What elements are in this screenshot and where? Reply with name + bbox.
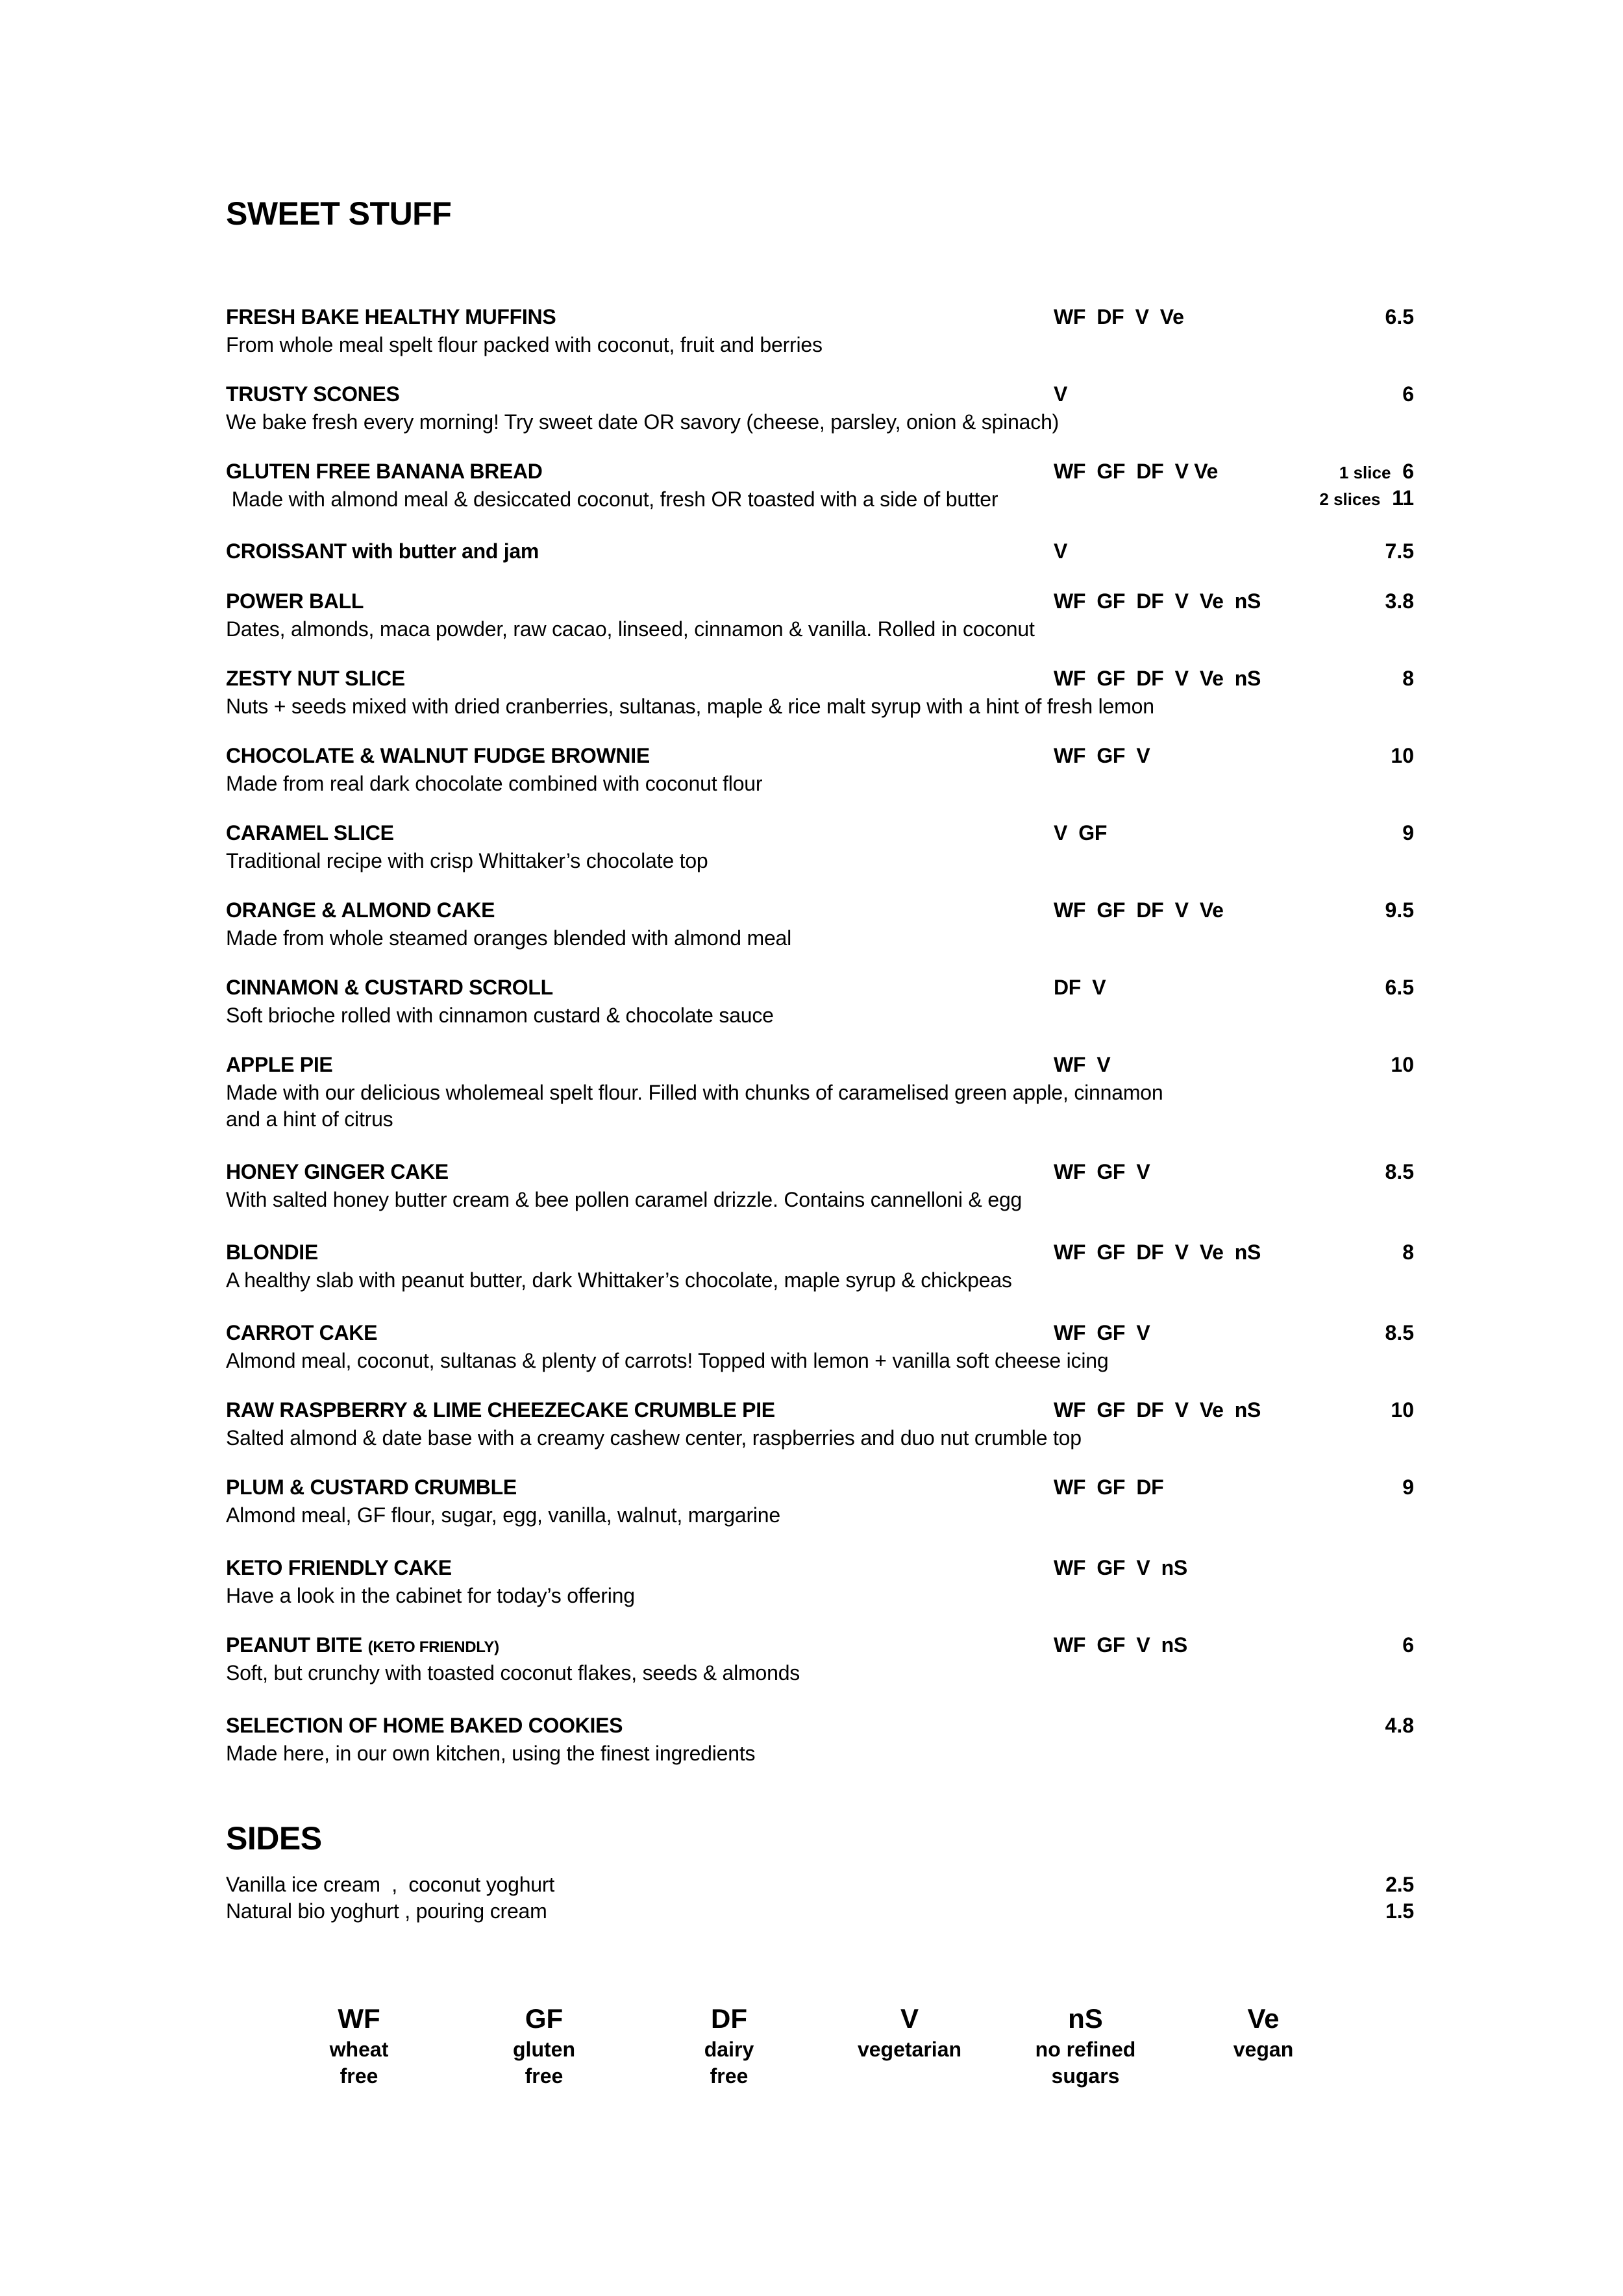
legend-line: wheat	[329, 2038, 389, 2061]
legend-meaning	[1008, 2036, 1163, 2090]
dietary-tags: WF V	[1054, 1053, 1111, 1076]
portion-price: 11	[1392, 486, 1414, 510]
item-description: With salted honey butter cream & bee pollen caramel drizzle. Contains cannelloni & egg	[226, 1188, 1022, 1211]
item-name: PLUM & CUSTARD CRUMBLE	[226, 1475, 517, 1499]
item-price: 8.5	[1385, 1321, 1414, 1344]
item-name: CARAMEL SLICE	[226, 821, 394, 845]
legend-line: free	[710, 2064, 749, 2088]
legend-no-refined-sugars	[1008, 2003, 1163, 2090]
menu-item-zesty-nut-slice	[226, 667, 1414, 738]
item-description: Have a look in the cabinet for today’s offering	[226, 1584, 635, 1607]
legend-line: no refined	[1035, 2038, 1136, 2061]
menu-item-power-ball	[226, 589, 1414, 661]
dietary-tags: V	[1054, 539, 1068, 563]
menu-item-peanut-bite	[226, 1633, 1414, 1705]
item-price: 10	[1391, 1398, 1414, 1422]
dietary-tags: WF GF DF V Ve nS	[1054, 1398, 1261, 1422]
dietary-tags: DF V	[1054, 976, 1106, 999]
legend-meaning	[466, 2036, 622, 2090]
legend-code: V	[900, 2003, 919, 2034]
dietary-tags: WF GF V	[1054, 1321, 1150, 1344]
sides-heading: SIDES	[226, 1820, 322, 1857]
item-price: 10	[1391, 744, 1414, 767]
item-description: Made with almond meal & desiccated coconut, fresh OR toasted with a side of butter	[226, 488, 998, 511]
side-price: 1.5	[1385, 1899, 1414, 1923]
item-description: Made from whole steamed oranges blended with almond meal	[226, 926, 792, 950]
menu-item-brownie	[226, 744, 1414, 815]
legend-gluten-free	[466, 2003, 622, 2090]
dietary-tags: WF DF V Ve	[1054, 305, 1184, 328]
dietary-tags: WF GF DF	[1054, 1475, 1164, 1499]
item-price: 3.8	[1385, 589, 1414, 613]
item-price: 9	[1402, 1475, 1414, 1499]
item-price: 4.8	[1385, 1714, 1414, 1737]
menu-item-banana-bread	[226, 460, 1414, 531]
legend-code: GF	[525, 2003, 564, 2034]
item-price: 6	[1402, 1633, 1414, 1657]
item-price: 9	[1402, 821, 1414, 845]
item-description: Traditional recipe with crisp Whittaker’s chocolate top	[226, 849, 708, 872]
menu-item-scones	[226, 382, 1414, 454]
dietary-tags: WF GF DF V Ve	[1054, 898, 1224, 922]
item-name: FRESH BAKE HEALTHY MUFFINS	[226, 305, 556, 328]
item-name	[226, 1633, 499, 1657]
item-price	[1339, 460, 1414, 484]
item-name-text: PEANUT BITE	[226, 1633, 363, 1657]
dietary-tags: WF GF V nS	[1054, 1556, 1187, 1579]
dietary-tags: V	[1054, 382, 1068, 406]
legend-meaning	[281, 2036, 437, 2090]
dietary-tags: WF GF V	[1054, 1160, 1150, 1183]
item-price: 10	[1391, 1053, 1414, 1076]
menu-item-orange-almond-cake	[226, 898, 1414, 970]
item-name: APPLE PIE	[226, 1053, 333, 1076]
legend-code: nS	[1068, 2003, 1103, 2034]
item-description: Nuts + seeds mixed with dried cranberries, sultanas, maple & rice malt syrup with a hint of fresh lemon	[226, 695, 1154, 718]
item-description: Almond meal, GF flour, sugar, egg, vanilla, walnut, margarine	[226, 1503, 781, 1527]
side-label: Vanilla ice cream , coconut yoghurt	[226, 1873, 555, 1896]
legend-line: dairy	[704, 2038, 754, 2061]
item-name: BLONDIE	[226, 1241, 318, 1264]
legend-wheat-free	[281, 2003, 437, 2090]
side-label: Natural bio yoghurt , pouring cream	[226, 1899, 547, 1923]
legend-line: free	[340, 2064, 378, 2088]
menu-item-cookies	[226, 1714, 1414, 1785]
item-description: Dates, almonds, maca powder, raw cacao, linseed, cinnamon & vanilla. Rolled in coconut	[226, 617, 1035, 641]
item-description: Made from real dark chocolate combined with coconut flour	[226, 772, 763, 795]
side-item	[226, 1873, 1414, 1899]
item-price: 6.5	[1385, 976, 1414, 999]
dietary-tags: WF GF DF V Ve nS	[1054, 667, 1261, 690]
legend-meaning	[1185, 2036, 1341, 2063]
dietary-tags: WF GF V nS	[1054, 1633, 1187, 1657]
item-name-note: (KETO FRIENDLY)	[367, 1638, 499, 1656]
side-item	[226, 1899, 1414, 1926]
item-price: 6	[1402, 382, 1414, 406]
item-price-alt	[1319, 486, 1414, 510]
portion-size: 1 slice	[1339, 463, 1391, 482]
menu-item-honey-ginger-cake	[226, 1160, 1414, 1231]
item-name: ORANGE & ALMOND CAKE	[226, 898, 495, 922]
item-name: CINNAMON & CUSTARD SCROLL	[226, 976, 553, 999]
legend-code: Ve	[1247, 2003, 1280, 2034]
dietary-tags: V GF	[1054, 821, 1108, 845]
legend-dairy-free	[651, 2003, 807, 2090]
item-name: HONEY GINGER CAKE	[226, 1160, 449, 1183]
item-name: RAW RASPBERRY & LIME CHEEZECAKE CRUMBLE PIE	[226, 1398, 775, 1422]
item-price: 8.5	[1385, 1160, 1414, 1183]
menu-item-cinnamon-scroll	[226, 976, 1414, 1047]
item-name: POWER BALL	[226, 589, 364, 613]
item-description: A healthy slab with peanut butter, dark Whittaker’s chocolate, maple syrup & chickpeas	[226, 1268, 1012, 1292]
item-description: Soft brioche rolled with cinnamon custard & chocolate sauce	[226, 1004, 774, 1027]
item-name: TRUSTY SCONES	[226, 382, 400, 406]
dietary-tags: WF GF DF V Ve nS	[1054, 589, 1261, 613]
item-description: Almond meal, coconut, sultanas & plenty of carrots! Topped with lemon + vanilla soft cheese icing	[226, 1349, 1109, 1372]
legend-line: gluten	[513, 2038, 575, 2061]
legend-vegetarian	[832, 2003, 987, 2063]
dietary-tags: WF GF V	[1054, 744, 1150, 767]
item-name: KETO FRIENDLY CAKE	[226, 1556, 452, 1579]
legend-code: DF	[711, 2003, 747, 2034]
menu-item-muffins	[226, 305, 1414, 376]
item-name: CARROT CAKE	[226, 1321, 378, 1344]
item-description: Salted almond & date base with a creamy cashew center, raspberries and duo nut crumble top	[226, 1426, 1082, 1450]
portion-size: 2 slices	[1319, 489, 1381, 509]
side-price: 2.5	[1385, 1873, 1414, 1896]
menu-item-carrot-cake	[226, 1321, 1414, 1392]
item-price: 7.5	[1385, 539, 1414, 563]
legend-line: free	[525, 2064, 564, 2088]
item-description: Made here, in our own kitchen, using the finest ingredients	[226, 1742, 756, 1765]
menu-item-apple-pie	[226, 1053, 1414, 1150]
menu-item-raspberry-lime-pie	[226, 1398, 1414, 1470]
menu-item-keto-cake	[226, 1556, 1414, 1627]
item-price: 8	[1402, 667, 1414, 690]
legend-line: vegan	[1233, 2038, 1294, 2061]
item-description: From whole meal spelt flour packed with coconut, fruit and berries	[226, 333, 823, 356]
item-name: CHOCOLATE & WALNUT FUDGE BROWNIE	[226, 744, 650, 767]
portion-price: 6	[1402, 460, 1414, 483]
sweet-stuff-heading: SWEET STUFF	[226, 195, 452, 232]
legend-code: WF	[338, 2003, 380, 2034]
legend-vegan	[1185, 2003, 1341, 2063]
item-name: ZESTY NUT SLICE	[226, 667, 405, 690]
item-name: SELECTION OF HOME BAKED COOKIES	[226, 1714, 623, 1737]
menu-item-caramel-slice	[226, 821, 1414, 893]
item-description: Soft, but crunchy with toasted coconut flakes, seeds & almonds	[226, 1661, 800, 1685]
item-description: We bake fresh every morning! Try sweet date OR savory (cheese, parsley, onion & spinach)	[226, 410, 1059, 434]
menu-item-plum-crumble	[226, 1475, 1414, 1547]
item-price: 8	[1402, 1241, 1414, 1264]
item-price: 6.5	[1385, 305, 1414, 328]
item-name: GLUTEN FREE BANANA BREAD	[226, 460, 543, 483]
legend-meaning	[651, 2036, 807, 2090]
item-name: CROISSANT with butter and jam	[226, 539, 539, 563]
item-description: Made with our delicious wholemeal spelt flour. Filled with chunks of caramelised green apple, cinnamon and a hint of citrus	[226, 1081, 1163, 1131]
item-price: 9.5	[1385, 898, 1414, 922]
dietary-tags: WF GF DF V Ve	[1054, 460, 1218, 483]
legend-line: sugars	[1051, 2064, 1120, 2088]
menu-item-blondie	[226, 1241, 1414, 1312]
dietary-tags: WF GF DF V Ve nS	[1054, 1241, 1261, 1264]
legend-meaning	[832, 2036, 987, 2063]
legend-line: vegetarian	[857, 2038, 962, 2061]
